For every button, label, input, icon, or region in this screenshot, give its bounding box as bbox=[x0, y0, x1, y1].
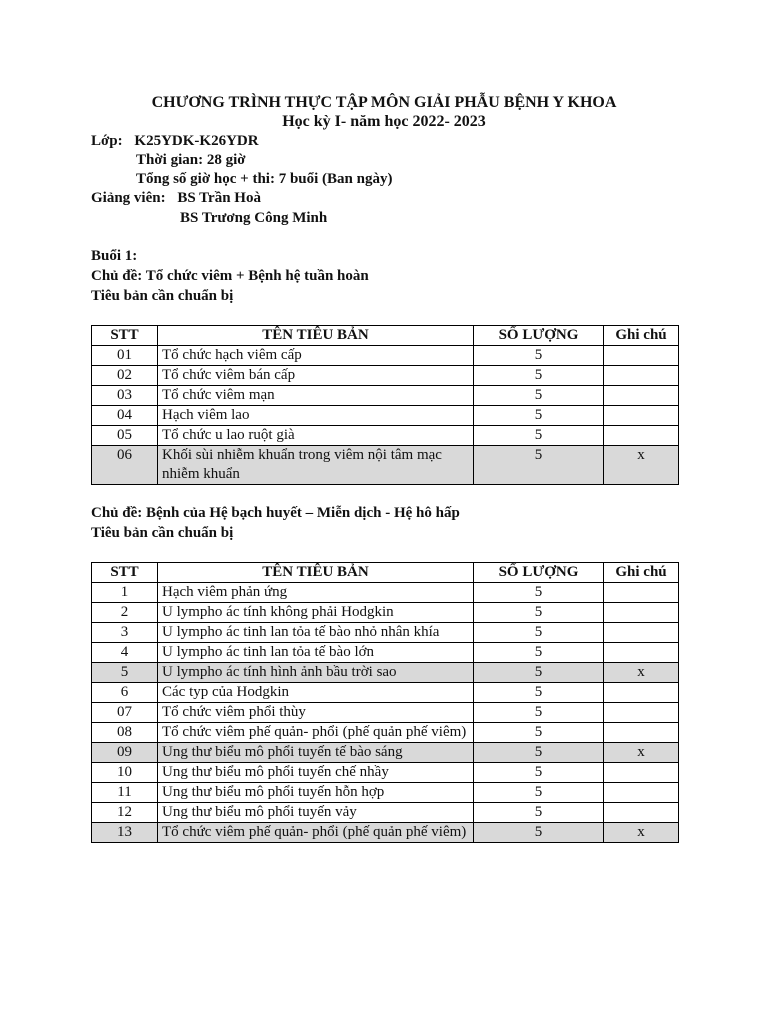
cell-name: Tổ chức viêm phổi thùy bbox=[158, 703, 474, 723]
cell-stt: 02 bbox=[92, 366, 158, 386]
cell-note bbox=[604, 406, 679, 426]
cell-name: U lympho ác tính hình ảnh bầu trời sao bbox=[158, 663, 474, 683]
cell-name: U lympho ác tính không phải Hodgkin bbox=[158, 603, 474, 623]
cell-note bbox=[604, 763, 679, 783]
cell-qty: 5 bbox=[474, 743, 604, 763]
cell-stt: 03 bbox=[92, 386, 158, 406]
cell-qty: 5 bbox=[474, 723, 604, 743]
cell-note bbox=[604, 386, 679, 406]
cell-stt: 4 bbox=[92, 643, 158, 663]
cell-name: Tổ chức u lao ruột già bbox=[158, 426, 474, 446]
cell-note bbox=[604, 426, 679, 446]
cell-stt: 09 bbox=[92, 743, 158, 763]
table-row bbox=[92, 823, 679, 843]
table-row bbox=[92, 583, 679, 603]
table-row bbox=[92, 803, 679, 823]
cell-qty: 5 bbox=[474, 446, 604, 485]
class-label: Lớp: bbox=[91, 133, 123, 149]
table-row bbox=[92, 643, 679, 663]
cell-name: Tổ chức hạch viêm cấp bbox=[158, 346, 474, 366]
specimen-table-1 bbox=[91, 325, 679, 485]
cell-note bbox=[604, 623, 679, 643]
cell-stt: 10 bbox=[92, 763, 158, 783]
cell-note: x bbox=[604, 446, 679, 485]
cell-note: x bbox=[604, 823, 679, 843]
table-row bbox=[92, 763, 679, 783]
cell-name: Ung thư biểu mô phổi tuyến vảy bbox=[158, 803, 474, 823]
cell-stt: 6 bbox=[92, 683, 158, 703]
cell-qty: 5 bbox=[474, 623, 604, 643]
table-row bbox=[92, 723, 679, 743]
table-header-row bbox=[92, 326, 679, 346]
cell-stt: 05 bbox=[92, 426, 158, 446]
table-row bbox=[92, 743, 679, 763]
cell-stt: 3 bbox=[92, 623, 158, 643]
class-value: K25YDK-K26YDR bbox=[134, 133, 259, 149]
cell-qty: 5 bbox=[474, 366, 604, 386]
cell-name: Tổ chức viêm phế quản- phổi (phế quản phế viêm) bbox=[158, 823, 474, 843]
cell-stt: 12 bbox=[92, 803, 158, 823]
cell-qty: 5 bbox=[474, 703, 604, 723]
header-qty: SỐ LƯỢNG bbox=[474, 326, 604, 346]
cell-qty: 5 bbox=[474, 643, 604, 663]
table-row bbox=[92, 406, 679, 426]
cell-note bbox=[604, 643, 679, 663]
topic-1: Chủ đề: Tổ chức viêm + Bệnh hệ tuần hoàn bbox=[91, 268, 369, 284]
cell-name: Tổ chức viêm mạn bbox=[158, 386, 474, 406]
cell-stt: 04 bbox=[92, 406, 158, 426]
lecturer-1: BS Trần Hoà bbox=[177, 190, 261, 206]
document-subtitle: Học kỳ I- năm học 2022- 2023 bbox=[282, 113, 486, 130]
cell-qty: 5 bbox=[474, 763, 604, 783]
document-title: CHƯƠNG TRÌNH THỰC TẬP MÔN GIẢI PHẪU BỆNH Y KHOA bbox=[151, 94, 617, 111]
cell-qty: 5 bbox=[474, 663, 604, 683]
table-row bbox=[92, 783, 679, 803]
cell-name: Hạch viêm phản ứng bbox=[158, 583, 474, 603]
cell-note bbox=[604, 783, 679, 803]
cell-note bbox=[604, 583, 679, 603]
cell-name: U lympho ác tinh lan tỏa tế bào nhỏ nhân khía bbox=[158, 623, 474, 643]
lecturer-label: Giảng viên: bbox=[91, 190, 166, 206]
cell-qty: 5 bbox=[474, 426, 604, 446]
cell-name: Ung thư biểu mô phổi tuyến tế bào sáng bbox=[158, 743, 474, 763]
cell-stt: 1 bbox=[92, 583, 158, 603]
cell-stt: 06 bbox=[92, 446, 158, 485]
cell-qty: 5 bbox=[474, 683, 604, 703]
cell-note bbox=[604, 803, 679, 823]
cell-name: Ung thư biểu mô phổi tuyến chế nhầy bbox=[158, 763, 474, 783]
table-row bbox=[92, 603, 679, 623]
cell-name: Hạch viêm lao bbox=[158, 406, 474, 426]
table-row bbox=[92, 346, 679, 366]
cell-qty: 5 bbox=[474, 803, 604, 823]
session-label: Buổi 1: bbox=[91, 248, 138, 264]
cell-note bbox=[604, 683, 679, 703]
cell-note bbox=[604, 366, 679, 386]
cell-name: U lympho ác tinh lan tỏa tế bào lớn bbox=[158, 643, 474, 663]
header-note: Ghi chú bbox=[604, 326, 679, 346]
cell-stt: 08 bbox=[92, 723, 158, 743]
cell-note bbox=[604, 346, 679, 366]
total-line: Tổng số giờ học + thi: 7 buổi (Ban ngày) bbox=[136, 171, 393, 187]
table-row bbox=[92, 446, 679, 485]
cell-qty: 5 bbox=[474, 406, 604, 426]
prep-2: Tiêu bản cần chuẩn bị bbox=[91, 525, 234, 541]
cell-stt: 07 bbox=[92, 703, 158, 723]
cell-stt: 2 bbox=[92, 603, 158, 623]
table-row bbox=[92, 366, 679, 386]
cell-note: x bbox=[604, 663, 679, 683]
cell-qty: 5 bbox=[474, 783, 604, 803]
table-row bbox=[92, 683, 679, 703]
time-line: Thời gian: 28 giờ bbox=[136, 152, 246, 168]
cell-stt: 13 bbox=[92, 823, 158, 843]
cell-note bbox=[604, 603, 679, 623]
prep-1: Tiêu bản cần chuẩn bị bbox=[91, 288, 234, 304]
cell-qty: 5 bbox=[474, 823, 604, 843]
table-row bbox=[92, 426, 679, 446]
cell-name: Tổ chức viêm bán cấp bbox=[158, 366, 474, 386]
lecturer-row bbox=[91, 190, 261, 207]
table-header-row bbox=[92, 563, 679, 583]
cell-name: Các typ của Hodgkin bbox=[158, 683, 474, 703]
cell-stt: 11 bbox=[92, 783, 158, 803]
cell-qty: 5 bbox=[474, 583, 604, 603]
header-name: TÊN TIÊU BẢN bbox=[158, 326, 474, 346]
lecturer-2: BS Trương Công Minh bbox=[180, 210, 328, 226]
header-name: TÊN TIÊU BẢN bbox=[158, 563, 474, 583]
table-row bbox=[92, 703, 679, 723]
cell-note bbox=[604, 723, 679, 743]
cell-name: Tổ chức viêm phế quản- phổi (phế quản phế viêm) bbox=[158, 723, 474, 743]
cell-qty: 5 bbox=[474, 603, 604, 623]
table-row bbox=[92, 663, 679, 683]
cell-stt: 01 bbox=[92, 346, 158, 366]
cell-note: x bbox=[604, 743, 679, 763]
cell-qty: 5 bbox=[474, 386, 604, 406]
header-stt: STT bbox=[92, 326, 158, 346]
cell-stt: 5 bbox=[92, 663, 158, 683]
table-row bbox=[92, 623, 679, 643]
cell-qty: 5 bbox=[474, 346, 604, 366]
cell-note bbox=[604, 703, 679, 723]
topic-2: Chủ đề: Bệnh của Hệ bạch huyết – Miễn dịch - Hệ hô hấp bbox=[91, 505, 460, 521]
specimen-table-2 bbox=[91, 562, 679, 843]
cell-name: Khối sùi nhiễm khuẩn trong viêm nội tâm mạc nhiễm khuẩn bbox=[158, 446, 474, 485]
header-stt: STT bbox=[92, 563, 158, 583]
cell-name: Ung thư biểu mô phổi tuyến hỗn hợp bbox=[158, 783, 474, 803]
class-row bbox=[91, 133, 259, 150]
header-note: Ghi chú bbox=[604, 563, 679, 583]
table-row bbox=[92, 386, 679, 406]
header-qty: SỐ LƯỢNG bbox=[474, 563, 604, 583]
